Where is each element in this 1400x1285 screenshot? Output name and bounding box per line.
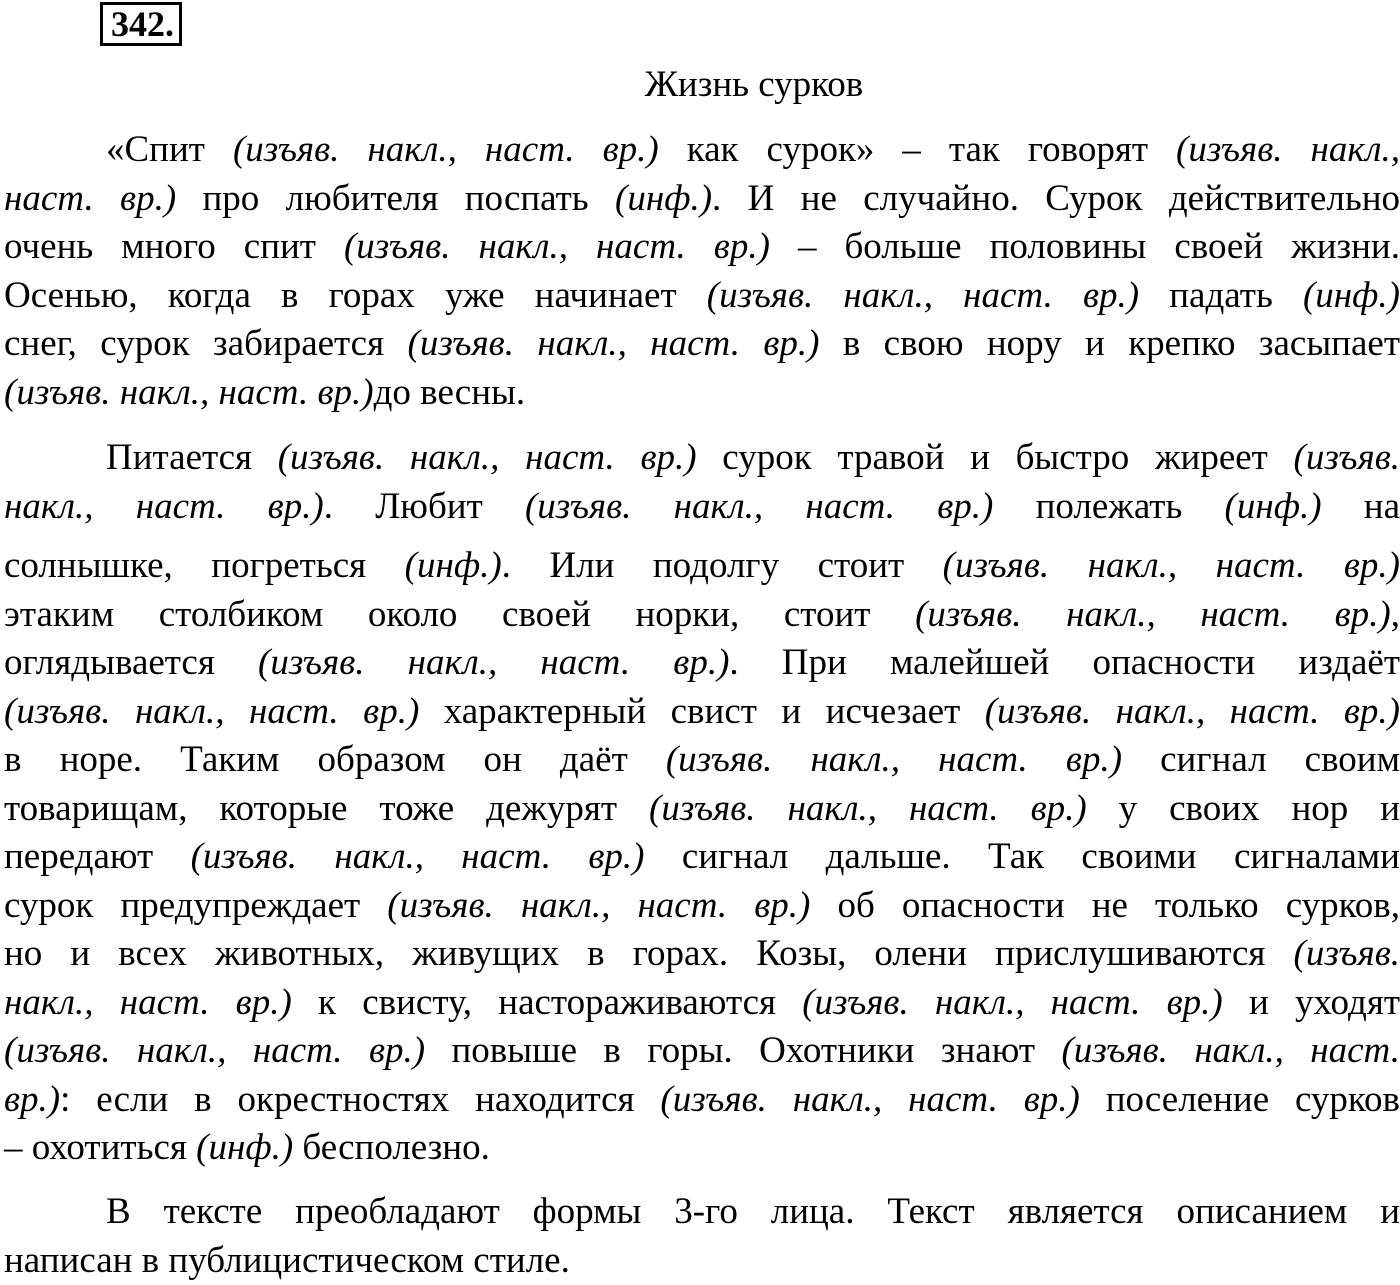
grammar-annotation: (изъяв. накл., наст. вр.) bbox=[802, 982, 1223, 1023]
text-segment: бесполезно. bbox=[293, 1127, 490, 1168]
text-line bbox=[4, 369, 1400, 418]
grammar-annotation: (изъяв. накл., наст. вр.) bbox=[707, 275, 1139, 316]
text-segment: сигнал дальше. Так своими сигналами bbox=[644, 836, 1400, 877]
text-line bbox=[4, 930, 1400, 979]
text-line bbox=[4, 736, 1400, 785]
text-line bbox=[4, 639, 1400, 688]
text-segment: Питается bbox=[106, 437, 278, 478]
text-segment: . И не случайно. Сурок действительно bbox=[712, 178, 1400, 219]
text-line bbox=[4, 126, 1400, 175]
grammar-annotation: (изъяв. накл., наст. вр.) bbox=[408, 323, 820, 364]
text-segment: поселение сурков bbox=[1080, 1079, 1400, 1120]
text-segment: – больше половины своей жизни. bbox=[770, 226, 1400, 267]
grammar-annotation: вр.) bbox=[4, 1079, 60, 1120]
text-segment: про любителя поспать bbox=[176, 178, 615, 219]
grammar-annotation: (изъяв. bbox=[1294, 437, 1400, 478]
text-segment: оглядывается bbox=[4, 642, 258, 683]
text-segment: в свою нору и крепко засыпает bbox=[819, 323, 1400, 364]
text-segment: , bbox=[1391, 594, 1400, 635]
text-segment: сурок травой и быстро жиреет bbox=[697, 437, 1294, 478]
text-segment: солнышке, погреться bbox=[4, 545, 405, 586]
exercise-number bbox=[100, 2, 182, 46]
grammar-annotation: (изъяв. bbox=[1294, 933, 1400, 974]
paragraph-2-continued bbox=[4, 542, 1400, 1173]
text-line bbox=[4, 223, 1400, 272]
grammar-annotation: (изъяв. накл., bbox=[1176, 129, 1400, 170]
text-segment: до весны. bbox=[374, 372, 526, 413]
text-segment: к свисту, настораживаются bbox=[292, 982, 802, 1023]
text-segment: : если в окрестностях находится bbox=[60, 1079, 660, 1120]
text-segment: как сурок» – так говорят bbox=[659, 129, 1176, 170]
text-segment: написан в публицистическом стиле. bbox=[4, 1240, 570, 1281]
text-line bbox=[4, 1027, 1400, 1076]
text-line bbox=[4, 272, 1400, 321]
grammar-annotation: (инф.) bbox=[1303, 275, 1400, 316]
grammar-annotation: (изъяв. накл., наст. вр.) bbox=[233, 129, 659, 170]
grammar-annotation: (изъяв. накл., наст. вр.) bbox=[258, 642, 729, 683]
text-segment: Осенью, когда в горах уже начинает bbox=[4, 275, 707, 316]
text-segment: сигнал своим bbox=[1122, 739, 1400, 780]
text-segment: в норе. Таким образом он даёт bbox=[4, 739, 666, 780]
text-segment: у своих нор и bbox=[1087, 788, 1400, 829]
exercise-number-value: 342 bbox=[111, 4, 165, 44]
grammar-annotation: (инф.) bbox=[196, 1127, 293, 1168]
text-segment: очень много спит bbox=[4, 226, 344, 267]
text-segment: полежать bbox=[993, 486, 1224, 527]
text-segment: падать bbox=[1139, 275, 1303, 316]
text-segment: «Спит bbox=[106, 129, 233, 170]
text-line bbox=[4, 591, 1400, 640]
text-segment: товарищам, которые тоже дежурят bbox=[4, 788, 649, 829]
grammar-annotation: (изъяв. накл., наст. вр.) bbox=[344, 226, 770, 267]
grammar-annotation: наст. вр.) bbox=[4, 178, 176, 219]
text-line bbox=[4, 542, 1400, 591]
grammar-annotation: (изъяв. накл., наст. вр.) bbox=[666, 739, 1122, 780]
grammar-annotation: накл., наст. вр.) bbox=[4, 982, 292, 1023]
grammar-annotation: (изъяв. накл., наст. вр.) bbox=[985, 691, 1400, 732]
text-line bbox=[4, 1076, 1400, 1125]
text-segment: этаким столбиком около своей норки, стоит bbox=[4, 594, 915, 635]
text-segment: сурок предупреждает bbox=[4, 885, 387, 926]
grammar-annotation: (изъяв. накл., наст. вр.) bbox=[943, 545, 1400, 586]
text-line bbox=[4, 882, 1400, 931]
text-segment: повыше в горы. Охотники знают bbox=[425, 1030, 1061, 1071]
text-segment: на bbox=[1322, 486, 1400, 527]
exercise-number-box bbox=[100, 2, 182, 46]
text-line bbox=[4, 434, 1400, 483]
text-line bbox=[4, 785, 1400, 834]
text-line bbox=[4, 175, 1400, 224]
text-line bbox=[4, 320, 1400, 369]
grammar-annotation: (изъяв. накл., наст. вр.) bbox=[4, 372, 374, 413]
text-segment: . Любит bbox=[324, 486, 525, 527]
grammar-annotation: (изъяв. накл., наст. вр.) bbox=[191, 836, 645, 877]
grammar-annotation: (изъяв. накл., наст. bbox=[1061, 1030, 1400, 1071]
grammar-annotation: (изъяв. накл., наст. вр.) bbox=[525, 486, 993, 527]
text-segment: – охотиться bbox=[4, 1127, 196, 1168]
text-line bbox=[4, 833, 1400, 882]
text-segment: В тексте преобладают формы 3-го лица. Текст является описанием и bbox=[106, 1191, 1400, 1232]
paragraph-3 bbox=[4, 1188, 1400, 1285]
text-line bbox=[4, 1124, 1400, 1173]
text-segment: передают bbox=[4, 836, 191, 877]
text-segment: . Или подолгу стоит bbox=[502, 545, 943, 586]
grammar-annotation: (изъяв. накл., наст. вр.) bbox=[278, 437, 697, 478]
text-line bbox=[4, 979, 1400, 1028]
grammar-annotation: (изъяв. накл., наст. вр.) bbox=[4, 1030, 425, 1071]
exercise-number-dot: . bbox=[165, 4, 174, 44]
text-line bbox=[4, 688, 1400, 737]
text-line bbox=[4, 1188, 1400, 1237]
grammar-annotation: (изъяв. накл., наст. вр.) bbox=[660, 1079, 1079, 1120]
grammar-annotation: (изъяв. накл., наст. вр.) bbox=[387, 885, 810, 926]
text-line bbox=[4, 1237, 1400, 1285]
grammar-annotation: (инф.) bbox=[405, 545, 502, 586]
text-segment: снег, сурок забирается bbox=[4, 323, 408, 364]
grammar-annotation: накл., наст. вр.) bbox=[4, 486, 324, 527]
grammar-annotation: (инф.) bbox=[1225, 486, 1322, 527]
text-segment: об опасности не только сурков, bbox=[810, 885, 1400, 926]
text-segment: характерный свист и исчезает bbox=[419, 691, 984, 732]
grammar-annotation: (инф.) bbox=[615, 178, 712, 219]
grammar-annotation: (изъяв. накл., наст. вр.) bbox=[4, 691, 419, 732]
text-line bbox=[4, 483, 1400, 532]
text-segment: и уходят bbox=[1223, 982, 1400, 1023]
text-segment: но и всех животных, живущих в горах. Козы, олени прислушиваются bbox=[4, 933, 1294, 974]
text-segment: . При малейшей опасности издаёт bbox=[729, 642, 1400, 683]
paragraph-2 bbox=[4, 434, 1400, 531]
grammar-annotation: (изъяв. накл., наст. вр.) bbox=[915, 594, 1391, 635]
grammar-annotation: (изъяв. накл., наст. вр.) bbox=[649, 788, 1087, 829]
paragraph-1 bbox=[4, 126, 1400, 417]
text-title: Жизнь сурков bbox=[0, 62, 1400, 108]
